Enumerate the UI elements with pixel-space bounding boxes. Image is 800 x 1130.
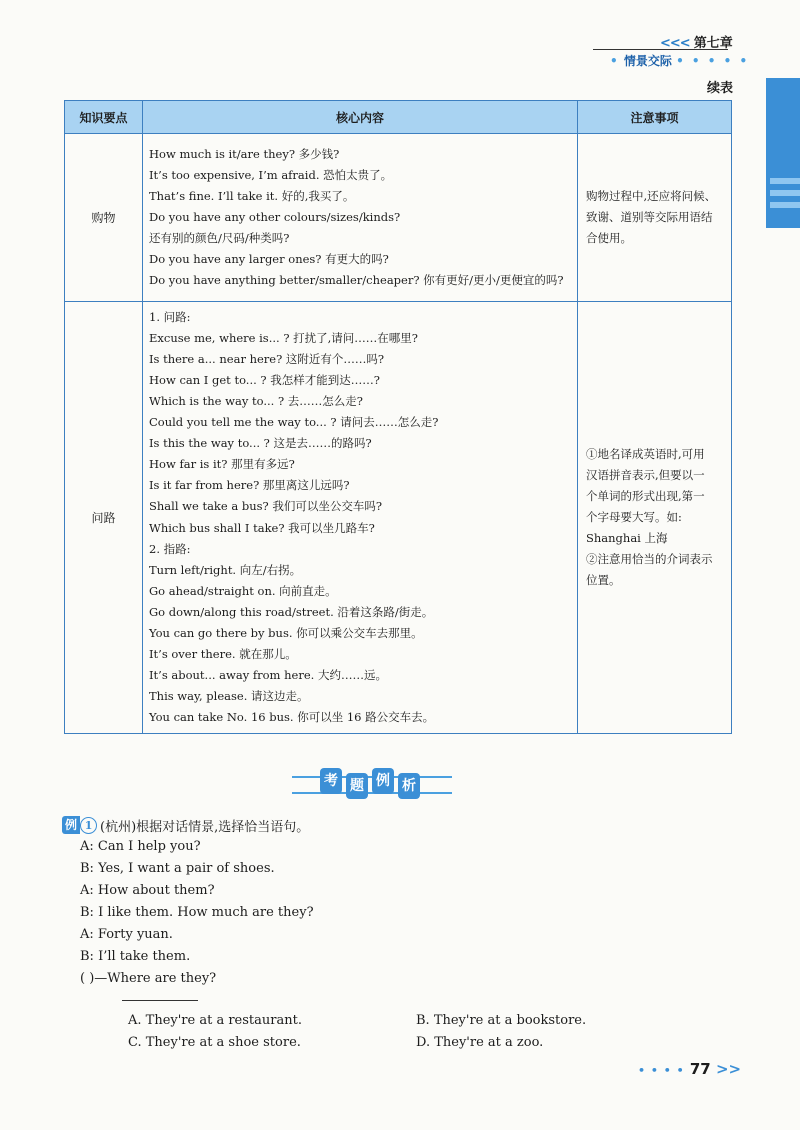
column-header: 注意事项 — [578, 101, 732, 134]
dots-right: • • • • • — [676, 54, 750, 68]
content-line: Shall we take a bus? 我们可以坐公交车吗? — [149, 499, 383, 514]
content-line: 2. 指路: — [149, 541, 191, 556]
tab-stripe — [770, 202, 800, 208]
note-line: 个字母要大写。如: — [586, 510, 682, 524]
table-header-row — [65, 101, 732, 134]
title-chars — [320, 768, 420, 799]
content-line: How can I get to... ? 我怎样才能到达……? — [149, 372, 380, 387]
option-b: B. They're at a bookstore. — [416, 1013, 587, 1028]
content-line: You can take No. 16 bus. 你可以坐 16 路公交车去。 — [149, 710, 435, 725]
note-line: 个单词的形式出现,第一 — [586, 489, 705, 503]
dialogue-line: A: Forty yuan. — [80, 927, 173, 942]
note-line: ②注意用恰当的介词表示 — [586, 552, 713, 566]
content-line: Do you have anything better/smaller/cheaper? 你有更好/更小/更便宜的吗? — [149, 273, 564, 288]
tab-stripe — [770, 190, 800, 196]
continued-label: 续表 — [707, 81, 734, 96]
content-line: Do you have any other colours/sizes/kinds? — [149, 209, 401, 224]
note-cell: 购物过程中,还应将问候、致谢、道别等交际用语结合使用。 — [578, 134, 732, 302]
dialogue-line: B: I like them. How much are they? — [80, 905, 314, 920]
chapter-title: 第七章 — [693, 36, 733, 51]
dialogue-line: B: Yes, I want a pair of shoes. — [80, 861, 275, 876]
topic-cell: 购物 — [65, 134, 143, 302]
page-number — [638, 1060, 741, 1078]
tab-stripe — [770, 178, 800, 184]
content-line: 还有别的颜色/尺码/种类吗? — [149, 231, 290, 246]
note-line: Shanghai 上海 — [586, 531, 668, 545]
example-badge: 例 — [62, 816, 80, 834]
title-char: 析 — [398, 773, 420, 799]
option-d: D. They're at a zoo. — [416, 1035, 544, 1050]
note-line: 位置。 — [586, 573, 621, 587]
note-line: ①地名译成英语时,可用 — [586, 447, 705, 461]
example-prompt: (杭州)根据对话情景,选择恰当语句。 — [100, 819, 310, 835]
content-line: It’s about... away from here. 大约……远。 — [149, 668, 387, 683]
content-line: It’s too expensive, I’m afraid. 恐怕太贵了。 — [149, 167, 393, 182]
content-line: You can go there by bus. 你可以乘公交车去那里。 — [149, 625, 423, 640]
title-char: 例 — [372, 768, 394, 794]
content-line: Could you tell me the way to... ? 请问去……怎么走? — [149, 415, 439, 430]
core-content-cell — [143, 302, 578, 734]
chevron-left-icon: <<< — [660, 36, 690, 51]
option-a: A. They're at a restaurant. — [128, 1013, 302, 1028]
side-tab-marker — [766, 78, 800, 228]
content-line: This way, please. 请这边走。 — [149, 689, 309, 704]
dialogue-line: ( )—Where are they? — [80, 971, 217, 986]
content-line: Excuse me, where is... ? 打扰了,请问……在哪里? — [149, 330, 418, 345]
content-line: Do you have any larger ones? 有更大的吗? — [149, 252, 389, 267]
knowledge-table — [64, 100, 732, 734]
dialogue-line: B: I’ll take them. — [80, 949, 191, 964]
content-line: 1. 问路: — [149, 309, 191, 324]
core-content-cell — [143, 134, 578, 302]
content-line: How far is it? 那里有多远? — [149, 457, 295, 472]
example-header — [62, 814, 314, 836]
chevron-right-icon: >> — [715, 1060, 742, 1078]
example-number: 1 — [80, 817, 97, 834]
option-row — [128, 1010, 704, 1032]
page-dots: • • • • — [638, 1064, 685, 1077]
content-line: Is there a... near here? 这附近有个……吗? — [149, 351, 385, 366]
content-line: Which bus shall I take? 我可以坐几路车? — [149, 520, 375, 535]
note-cell — [578, 302, 732, 734]
section-title: 情景交际 — [623, 54, 672, 68]
content-line: Is this the way to... ? 这是去……的路吗? — [149, 436, 372, 451]
content-line: Go ahead/straight on. 向前直走。 — [149, 583, 337, 598]
title-char: 题 — [346, 773, 368, 799]
dialogue-line: A: How about them? — [80, 883, 215, 898]
dialogue — [80, 836, 314, 990]
content-line: Is it far from here? 那里离这儿远吗? — [149, 478, 350, 493]
content-line: Turn left/right. 向左/右拐。 — [149, 562, 302, 577]
content-line: Which is the way to... ? 去……怎么走? — [149, 393, 363, 408]
table-row — [65, 302, 732, 734]
column-header: 知识要点 — [65, 101, 143, 134]
note-line: 汉语拼音表示,但要以一 — [586, 468, 705, 482]
header-divider — [593, 49, 728, 50]
example-question — [62, 814, 314, 1013]
content-line: That’s fine. I’ll take it. 好的,我买了。 — [149, 188, 355, 203]
topic-cell: 问路 — [65, 302, 143, 734]
option-c: C. They're at a shoe store. — [128, 1035, 301, 1050]
content-line: Go down/along this road/street. 沿着这条路/街走。 — [149, 604, 434, 619]
page-number-value: 77 — [689, 1060, 711, 1078]
section-header — [610, 52, 749, 69]
content-line: It’s over there. 就在那儿。 — [149, 647, 297, 662]
content-line: How much is it/are they? 多少钱? — [149, 146, 340, 161]
column-header: 核心内容 — [143, 101, 578, 134]
answer-options — [128, 1010, 704, 1054]
title-char: 考 — [320, 768, 342, 794]
option-row — [128, 1032, 704, 1054]
table-row — [65, 134, 732, 302]
exam-analysis-title — [292, 768, 452, 798]
dots-left: • — [610, 54, 620, 68]
dialogue-line: A: Can I help you? — [80, 839, 201, 854]
